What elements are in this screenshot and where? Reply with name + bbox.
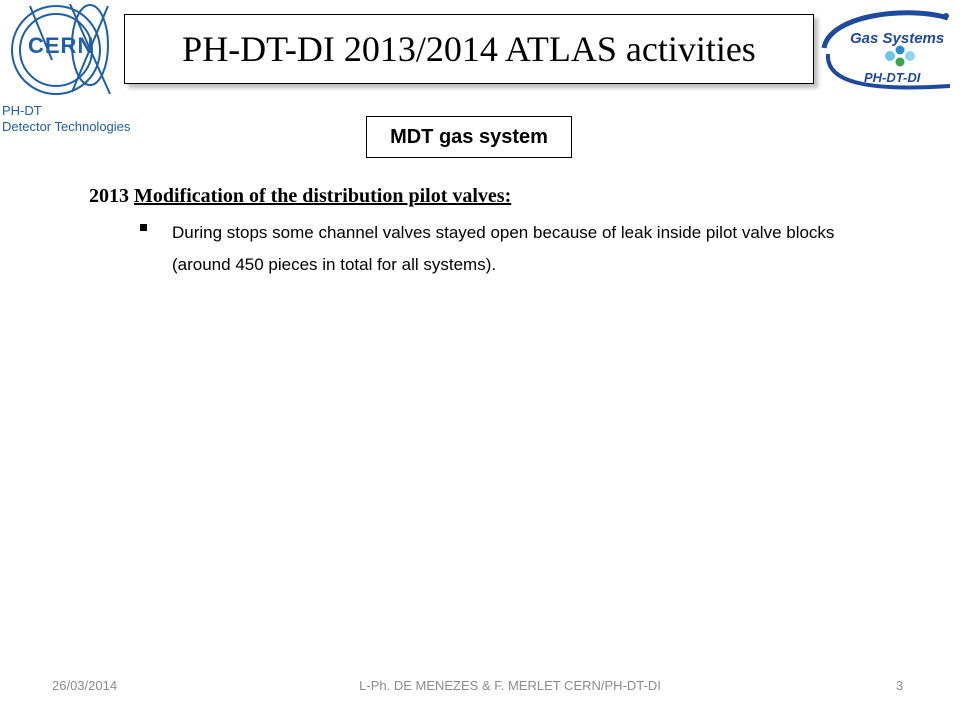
- heading-year: 2013: [89, 185, 129, 207]
- title-box: [124, 14, 814, 84]
- content-heading: [89, 185, 511, 208]
- gas-systems-logo: [820, 4, 952, 96]
- footer-page-number: 3: [896, 678, 904, 693]
- section-label: MDT gas system: [390, 125, 548, 148]
- cern-subtitle-line2: Detector Technologies: [2, 119, 131, 134]
- page-title: PH-DT-DI 2013/2014 ATLAS activities: [182, 29, 756, 69]
- bullet-item-text: During stops some channel valves stayed open because of leak inside pilot valve blocks (around 450 pieces in total for all systems).: [172, 223, 835, 274]
- heading-text: Modification of the distribution pilot valves:: [134, 185, 512, 207]
- footer-date: 26/03/2014: [52, 678, 118, 693]
- cern-logo: [0, 0, 140, 140]
- gas-systems-group: PH-DT-DI: [864, 70, 921, 85]
- cern-subtitle-line1: PH-DT: [2, 103, 42, 118]
- section-label-box: [366, 116, 572, 158]
- footer-author: L-Ph. DE MENEZES & F. MERLET CERN/PH-DT-DI: [359, 678, 661, 693]
- square-bullet-icon: [140, 224, 147, 231]
- gas-systems-wordmark: Gas Systems: [850, 30, 945, 47]
- cern-subtitle: [2, 103, 130, 135]
- cern-wordmark: CERN: [28, 33, 95, 58]
